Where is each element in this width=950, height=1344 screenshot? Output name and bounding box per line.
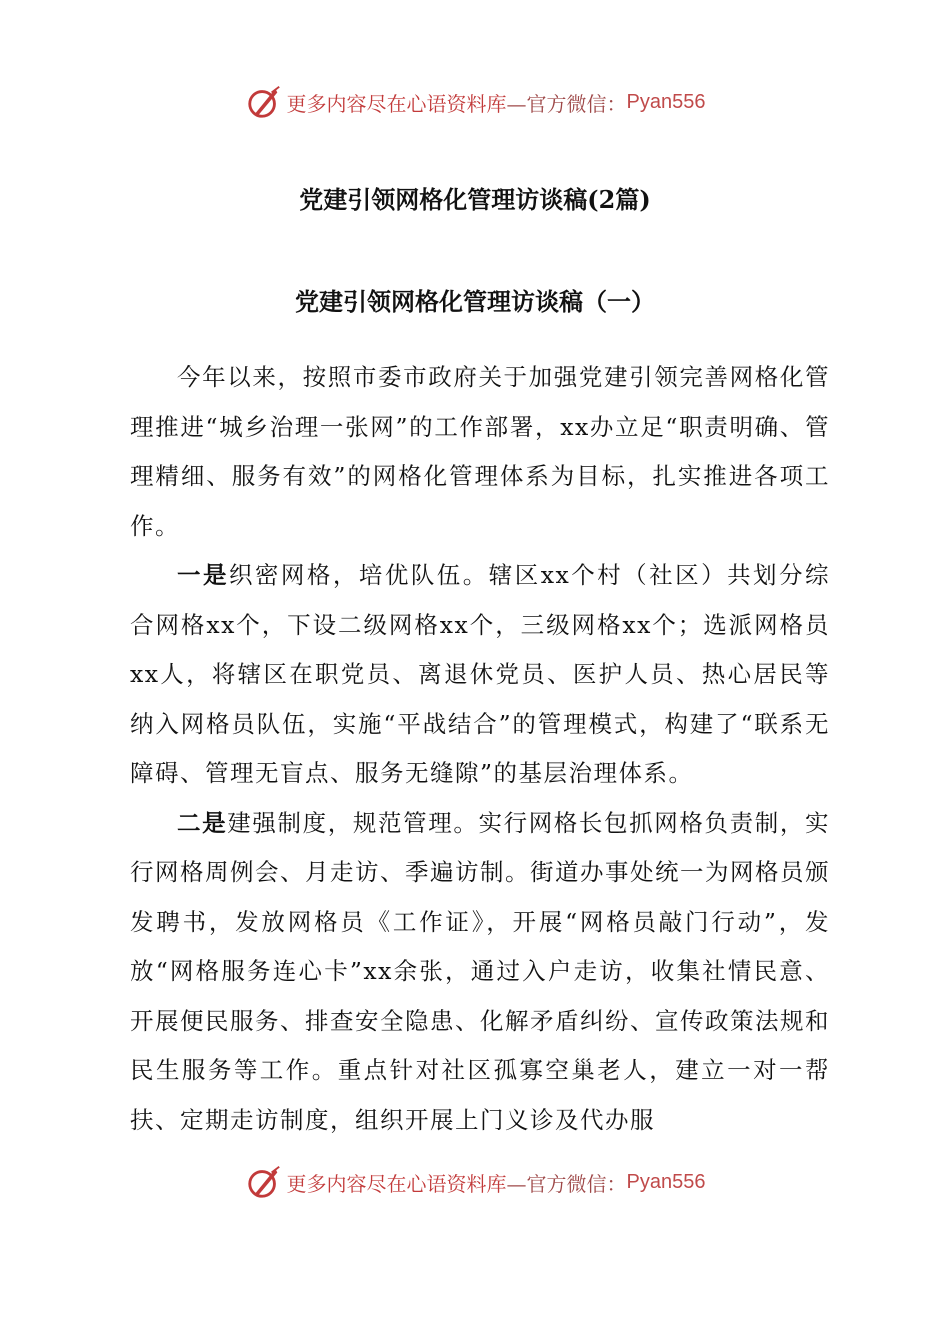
banner-text-wechat-id: Pyan556: [626, 90, 706, 113]
point-two-lead: 二是: [177, 808, 228, 837]
point-two-text: 建强制度，规范管理。实行网格长包抓网格负责制，实行网格周例会、月走访、季遍访制。街道办事处统一为网格员颁发聘书，发放网格员《工作证》，开展“网格员敲门行动”，发放“网格服务连心卡”xx余张，通过入户走访，收集社情民意、开展便民服务、排查安全隐患、化解矛盾纠纷、宣传政策法规和民生服务等工作。重点针对社区孤寡空巢老人，建立一对一帮扶、定期走访制度，组织开展上门义诊及代办服: [130, 808, 831, 1134]
banner-text-wechat-id: Pyan556: [626, 1170, 706, 1193]
paragraph-intro: 今年以来，按照市委市政府关于加强党建引领完善网格化管理推进“城乡治理一张网”的工作部署，xx办立足“职责明确、管理精细、服务有效”的网格化管理体系为目标，扎实推进各项工作。: [130, 363, 830, 540]
document-title: 党建引领网格化管理访谈稿(2篇): [299, 185, 651, 214]
paragraph-point-one: [130, 551, 830, 799]
paragraph-point-two: [130, 799, 830, 1146]
point-one-text: 织密网格，培优队伍。辖区xx个村（社区）共划分综合网格xx个，下设二级网格xx个，三级网格xx个；选派网格员xx人，将辖区在职党员、离退休党员、医护人员、热心居民等纳入网格员队伍，实施“平战结合”的管理模式，构建了“联系无障碍、管理无盲点、服务无缝隙”的基层治理体系。: [130, 561, 831, 787]
point-one-lead: 一是: [177, 561, 229, 589]
banner-text-wechat-label: —官方微信：: [506, 91, 627, 116]
document-subtitle: 党建引领网格化管理访谈稿（一）: [295, 287, 655, 316]
banner-text-wechat-label: —官方微信：: [506, 1171, 627, 1196]
quill-logo-icon: [245, 1163, 283, 1201]
banner-text-library: 更多内容尽在心语资料库: [286, 1171, 507, 1196]
footer-watermark-banner: [0, 1160, 950, 1204]
banner-text-library: 更多内容尽在心语资料库: [286, 91, 507, 116]
document-body: [130, 353, 830, 1145]
header-watermark-banner: [0, 80, 950, 124]
quill-logo-icon: [245, 83, 283, 121]
